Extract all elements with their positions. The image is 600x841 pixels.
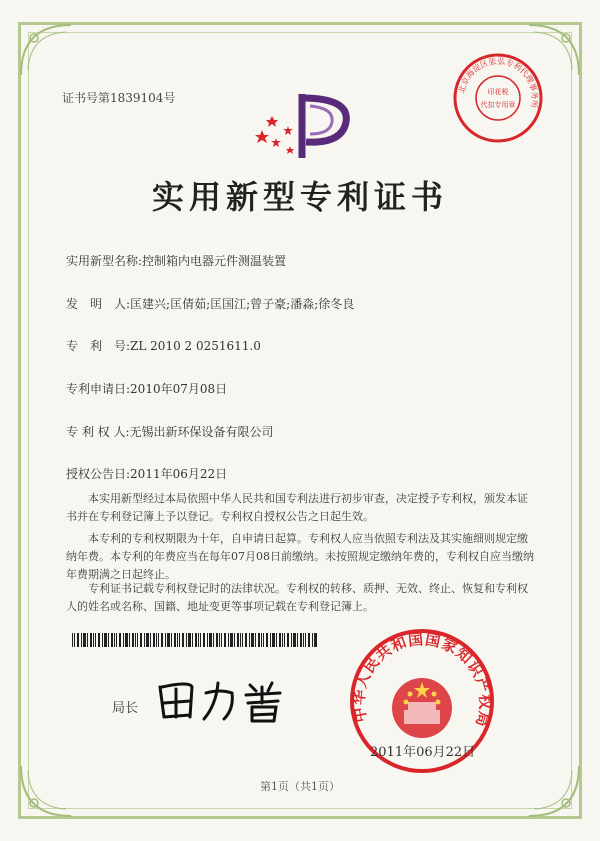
barcode-bar bbox=[74, 633, 75, 647]
barcode-bar bbox=[111, 633, 113, 647]
inventor-label: 发 明 人: bbox=[66, 297, 131, 311]
barcode-bar bbox=[192, 633, 193, 647]
barcode-bar bbox=[132, 633, 134, 647]
inventor-row bbox=[66, 295, 354, 312]
barcode-bar bbox=[200, 633, 201, 647]
barcode-bar bbox=[165, 633, 166, 647]
svg-text:印花税: 印花税 bbox=[487, 88, 509, 96]
barcode-bar bbox=[297, 633, 298, 647]
barcode-bar bbox=[116, 633, 117, 647]
patentee-row bbox=[66, 423, 274, 440]
barcode-bar bbox=[108, 633, 109, 647]
barcode-bar bbox=[312, 633, 313, 647]
barcode-bar bbox=[261, 633, 262, 647]
corner-ornament-top-left bbox=[16, 20, 76, 80]
application-date-row bbox=[66, 380, 227, 397]
patentee-value: 无锡出新环保设备有限公司 bbox=[129, 425, 274, 439]
barcode-bar bbox=[174, 633, 176, 647]
barcode-bar bbox=[242, 633, 243, 647]
barcode-bar bbox=[203, 633, 205, 647]
barcode-bar bbox=[258, 633, 260, 647]
barcode-bar bbox=[195, 633, 197, 647]
barcode-bar bbox=[98, 633, 100, 647]
barcode-bar bbox=[188, 633, 191, 647]
barcode-bar bbox=[255, 633, 256, 647]
barcode-bar bbox=[272, 633, 275, 647]
barcode-bar bbox=[293, 633, 296, 647]
barcode-bar bbox=[135, 633, 136, 647]
barcode-bar bbox=[221, 633, 222, 647]
barcode-bar bbox=[287, 633, 289, 647]
barcode-bar bbox=[276, 633, 277, 647]
page-indicator: 第1页（共1页） bbox=[260, 780, 340, 793]
barcode-bar bbox=[140, 633, 142, 647]
barcode-bar bbox=[95, 633, 96, 647]
barcode-bar bbox=[87, 633, 88, 647]
patent-number-label: 专 利 号: bbox=[66, 339, 131, 353]
svg-text:北京海淀区张弘专利代理事务所: 北京海淀区张弘专利代理事务所 bbox=[457, 56, 540, 109]
barcode-bar bbox=[177, 633, 178, 647]
barcode-bar bbox=[251, 633, 254, 647]
barcode-bar bbox=[144, 633, 145, 647]
barcode-bar bbox=[83, 633, 86, 647]
grant-announcement-row bbox=[66, 465, 227, 482]
barcode-bar bbox=[284, 633, 285, 647]
barcode-bar bbox=[249, 633, 250, 647]
tax-stamp-seal bbox=[452, 52, 544, 144]
barcode-icon bbox=[72, 633, 317, 647]
paragraph-legal-status: 专利证书记载专利权登记时的法律状况。专利权的转移、质押、无效、终止、恢复和专利权人的姓名或名称、国籍、地址变更等事项记载在专利登记簿上。 bbox=[66, 582, 528, 613]
barcode-bar bbox=[282, 633, 283, 647]
paragraph-term-fees: 本专利的专利权期限为十年，自申请日起算。专利权人应当依照专利法及其实施细则规定缴纳年费。本专利的年费应当在每年07月08日前缴纳。未按照规定缴纳年费的，专利权自应当缴纳年费期满之日起终止。 bbox=[66, 532, 534, 581]
grant-announcement-label: 授权公告日: bbox=[66, 467, 131, 481]
barcode-bar bbox=[179, 633, 180, 647]
patent-number-value: ZL 2010 2 0251611.0 bbox=[130, 339, 261, 353]
barcode-bar bbox=[171, 633, 172, 647]
barcode-bar bbox=[240, 633, 241, 647]
barcode-bar bbox=[279, 633, 281, 647]
barcode-bar bbox=[186, 633, 187, 647]
barcode-bar bbox=[314, 633, 317, 647]
barcode-bar bbox=[266, 633, 268, 647]
barcode-bar bbox=[216, 633, 218, 647]
barcode-bar bbox=[81, 633, 82, 647]
barcode-bar bbox=[237, 633, 239, 647]
barcode-bar bbox=[114, 633, 115, 647]
barcode-bar bbox=[161, 633, 163, 647]
barcode-bar bbox=[156, 633, 157, 647]
barcode-bar bbox=[270, 633, 271, 647]
barcode-bar bbox=[182, 633, 184, 647]
barcode-bar bbox=[308, 633, 310, 647]
barcode-bar bbox=[102, 633, 103, 647]
barcode-bar bbox=[119, 633, 121, 647]
barcode-bar bbox=[150, 633, 151, 647]
utility-model-name-label: 实用新型名称: bbox=[66, 254, 143, 268]
barcode-bar bbox=[234, 633, 235, 647]
barcode-bar bbox=[219, 633, 220, 647]
director-label: 局长 bbox=[112, 701, 139, 716]
barcode-bar bbox=[291, 633, 292, 647]
barcode-bar bbox=[77, 633, 79, 647]
barcode-bar bbox=[305, 633, 306, 647]
barcode-bar bbox=[213, 633, 214, 647]
certificate-title: 实用新型专利证书 bbox=[151, 178, 448, 216]
certificate-number: 证书号第1839104号 bbox=[62, 91, 176, 105]
barcode-bar bbox=[303, 633, 304, 647]
svg-text:中华人民共和国国家知识产权局: 中华人民共和国国家知识产权局 bbox=[349, 630, 495, 730]
barcode-bar bbox=[209, 633, 212, 647]
barcode-bar bbox=[93, 633, 94, 647]
barcode-bar bbox=[198, 633, 199, 647]
barcode-bar bbox=[104, 633, 107, 647]
svg-text:代扣专用章: 代扣专用章 bbox=[480, 101, 516, 109]
barcode-bar bbox=[153, 633, 155, 647]
barcode-bar bbox=[129, 633, 130, 647]
barcode-bar bbox=[137, 633, 138, 647]
seal-date: 2011年06月22日 bbox=[370, 745, 476, 760]
barcode-bar bbox=[263, 633, 264, 647]
barcode-bar bbox=[125, 633, 128, 647]
barcode-bar bbox=[207, 633, 208, 647]
inventor-value: 匡建兴;匡倩茹;匡国江;曾子豪;潘淼;徐冬良 bbox=[130, 297, 355, 311]
barcode-bar bbox=[123, 633, 124, 647]
barcode-bar bbox=[90, 633, 92, 647]
barcode-bar bbox=[245, 633, 247, 647]
barcode-bar bbox=[158, 633, 159, 647]
barcode-bar bbox=[146, 633, 149, 647]
barcode-bar bbox=[72, 633, 73, 647]
utility-model-name-value: 控制箱内电器元件测温装置 bbox=[142, 254, 287, 268]
barcode-bar bbox=[230, 633, 233, 647]
barcode-bar bbox=[167, 633, 170, 647]
patentee-label: 专 利 权 人: bbox=[66, 425, 130, 439]
application-date-value: 2010年07月08日 bbox=[130, 382, 228, 396]
sipo-logo-icon bbox=[250, 86, 360, 166]
barcode-bar bbox=[300, 633, 302, 647]
barcode-bar bbox=[224, 633, 226, 647]
director-signature bbox=[150, 675, 300, 725]
paragraph-grant-statement: 本实用新型经过本局依照中华人民共和国专利法进行初步审查，决定授予专利权，颁发本证书并在专利登记簿上予以登记。专利权自授权公告之日起生效。 bbox=[66, 492, 528, 523]
grant-announcement-value: 2011年06月22日 bbox=[130, 467, 228, 481]
patent-number-row bbox=[66, 337, 261, 354]
utility-model-name-row bbox=[66, 252, 286, 269]
application-date-label: 专利申请日: bbox=[66, 382, 131, 396]
barcode-bar bbox=[228, 633, 229, 647]
